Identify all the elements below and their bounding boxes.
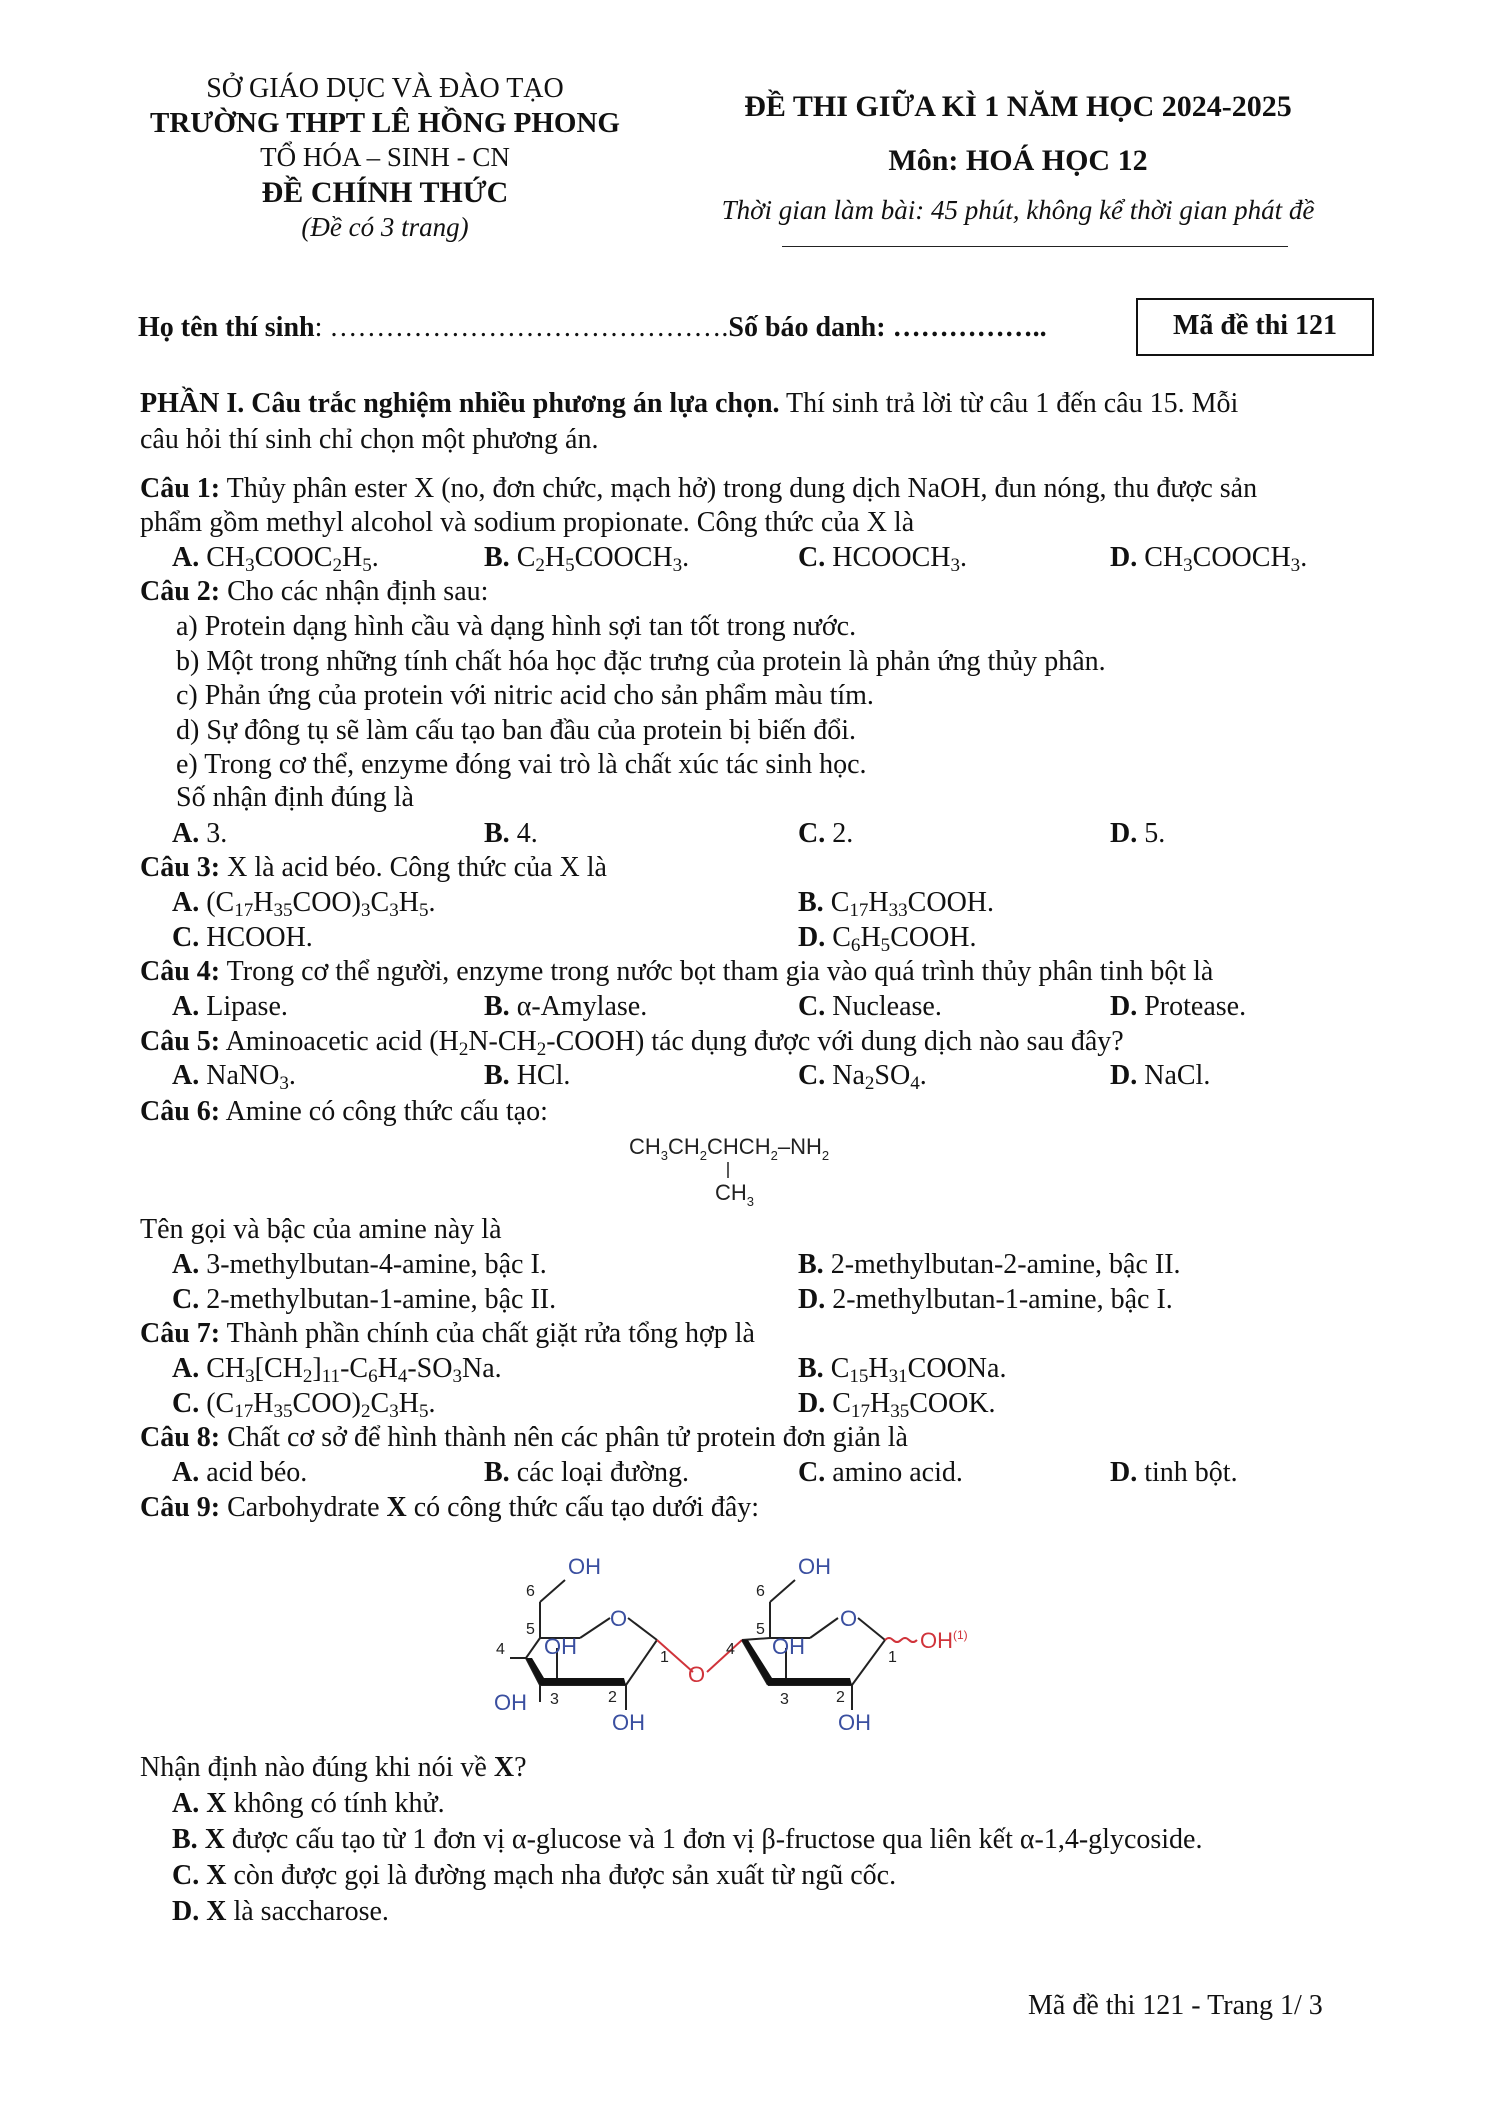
- q1-text2: phẩm gồm methyl alcohol và sodium propionate. Công thức của X là: [140, 507, 915, 538]
- q1-option-c: C. $HCOOCH_3$.: [798, 542, 967, 576]
- svg-text:O: O: [610, 1606, 628, 1631]
- q2-statement-c: c) Phản ứng của protein với nitric acid cho sản phẩm màu tím.: [176, 680, 874, 711]
- q8-label: Câu 8:: [140, 1422, 221, 1453]
- q6-option-d: D. 2-methylbutan-1-amine, bậc I.: [798, 1284, 1173, 1315]
- q6-text: Amine có công thức cấu tạo:: [220, 1096, 548, 1127]
- svg-text:1: 1: [660, 1649, 669, 1666]
- q5-label: Câu 5:: [140, 1026, 221, 1057]
- q8-stem: [140, 1422, 908, 1454]
- q1-option-b: B. $C_2H_5COOCH_3$.: [484, 542, 690, 576]
- q3-option-d: D. $C_6H_5COOH$.: [798, 922, 977, 956]
- q7-option-b: B. $C_{15}H_{31}COONa$.: [798, 1353, 1007, 1387]
- svg-text:OH: OH: [612, 1710, 645, 1735]
- q2-text: Cho các nhận định sau:: [220, 576, 489, 607]
- part1-title: PHẦN I. Câu trắc nghiệm nhiều phương án lựa chọn.: [140, 388, 780, 419]
- svg-text:2: 2: [836, 1689, 845, 1706]
- q8-option-d: D. tinh bột.: [1110, 1457, 1238, 1488]
- q7-option-c: C. $(C_{17}H_{35}COO)_2C_3H_5$.: [172, 1388, 436, 1422]
- svg-text:CH3CH2CHCH2–NH2: $CH_3CH_2CHCH_2-NH_2$: [629, 1134, 830, 1163]
- exam-title: ĐỀ THI GIỮA KÌ 1 NĂM HỌC 2024-2025: [744, 90, 1292, 123]
- q2-ask: Số nhận định đúng là: [176, 782, 414, 813]
- svg-text:OH: OH: [494, 1690, 527, 1715]
- q9-option-a: A. X không có tính khử.: [172, 1788, 445, 1819]
- svg-text:OH: OH: [568, 1554, 601, 1579]
- svg-text:OH: OH: [772, 1634, 805, 1659]
- q5-stem: Câu 5: Aminoacetic acid $(H_2N-CH_2-COOH)$ tác dụng được với dung dịch nào sau đây?: [140, 1026, 1124, 1060]
- q7-text: Thành phần chính của chất giặt rửa tổng hợp là: [220, 1318, 755, 1349]
- header-rule: [782, 246, 1288, 247]
- svg-text:O: O: [688, 1662, 706, 1687]
- q1-option-a: A. $CH_3COOC_2H_5$.: [172, 542, 379, 576]
- svg-text:OH(1): OH$^{(1)}$: [920, 1628, 968, 1653]
- svg-text:OH: OH: [798, 1554, 831, 1579]
- pages-note: (Đề có 3 trang): [301, 212, 469, 242]
- q3-option-c: C. HCOOH.: [172, 922, 313, 953]
- q9-option-d: D. X là saccharose.: [172, 1896, 389, 1927]
- q5-option-d: D. NaCl.: [1110, 1060, 1211, 1091]
- q9-label: Câu 9:: [140, 1492, 221, 1523]
- q2-statement-a: a) Protein dạng hình cầu và dạng hình sợi tan tốt trong nước.: [176, 611, 857, 642]
- q5-option-c: C. $Na_2SO_4$.: [798, 1060, 927, 1094]
- q1-option-d: D. $CH_3COOCH_3$.: [1110, 542, 1308, 576]
- q2-option-a: A. 3.: [172, 818, 228, 849]
- q6-option-a: A. 3-methylbutan-4-amine, bậc I.: [172, 1249, 547, 1280]
- q3-text: X là acid béo. Công thức của X là: [220, 852, 607, 883]
- q5-option-a: A. NaNO$_3$.: [172, 1060, 296, 1094]
- q2-stem: [140, 576, 488, 608]
- candidate-line: [138, 312, 1047, 344]
- q3-stem: [140, 852, 607, 884]
- q9-option-b: B. X được cấu tạo từ 1 đơn vị α-glucose và 1 đơn vị β-fructose qua liên kết α-1,4-glycoside.: [172, 1824, 1203, 1855]
- svg-text:3: 3: [780, 1691, 789, 1708]
- dept-name: SỞ GIÁO DỤC VÀ ĐÀO TẠO: [206, 73, 564, 104]
- svg-text:5: 5: [526, 1621, 535, 1638]
- q2-statement-b: b) Một trong những tính chất hóa học đặc trưng của protein là phản ứng thủy phân.: [176, 645, 1106, 677]
- svg-text:6: 6: [756, 1583, 765, 1600]
- q4-option-a: A. Lipase.: [172, 991, 288, 1022]
- svg-text:3: 3: [550, 1691, 559, 1708]
- q6-option-c: C. 2-methylbutan-1-amine, bậc II.: [172, 1284, 557, 1315]
- q8-option-a: A. acid béo.: [172, 1457, 308, 1488]
- q6-option-b: B. 2-methylbutan-2-amine, bậc II.: [798, 1249, 1181, 1280]
- header-right: [668, 84, 1368, 230]
- subject: Môn: HOÁ HỌC 12: [888, 144, 1148, 177]
- q8-option-c: C. amino acid.: [798, 1457, 963, 1488]
- q1-text1: Thủy phân ester X (no, đơn chức, mạch hở) trong dung dịch NaOH, đun nóng, thu được sản: [220, 473, 1258, 504]
- school-name: TRƯỜNG THPT LÊ HỒNG PHONG: [150, 107, 620, 139]
- q7-option-a: A. $CH_3[CH_2]_{11}-C_6H_4-SO_3Na$.: [172, 1353, 502, 1387]
- q4-option-c: C. Nuclease.: [798, 991, 942, 1022]
- q9-ask: Nhận định nào đúng khi nói về X?: [140, 1752, 527, 1783]
- q5-option-b: B. HCl.: [484, 1060, 571, 1091]
- q4-stem: [140, 956, 1213, 988]
- q8-text: Chất cơ sở để hình thành nên các phân tử protein đơn giản là: [220, 1422, 908, 1453]
- official-label: ĐỀ CHÍNH THỨC: [261, 176, 509, 209]
- q9-stem: Câu 9: Carbohydrate X có công thức cấu tạo dưới đây:: [140, 1492, 760, 1523]
- q2-label: Câu 2:: [140, 576, 221, 607]
- q2-statement-d: d) Sự đông tụ sẽ làm cấu tạo ban đầu của protein bị biến đổi.: [176, 714, 857, 746]
- header-left: [130, 72, 640, 244]
- svg-text:4: 4: [496, 1641, 505, 1658]
- svg-text:2: 2: [608, 1689, 617, 1706]
- part1-instr1: Thí sinh trả lời từ câu 1 đến câu 15. Mỗi: [779, 388, 1239, 419]
- id-label: Số báo danh: ……………..: [728, 312, 1047, 343]
- q3-label: Câu 3:: [140, 852, 221, 883]
- q1-label: Câu 1:: [140, 473, 221, 504]
- q6-amine-structure: [625, 1130, 865, 1210]
- q4-label: Câu 4:: [140, 956, 221, 987]
- svg-text:OH: OH: [838, 1710, 871, 1735]
- q2-option-d: D. 5.: [1110, 818, 1166, 849]
- name-dots: : …………………………………….: [314, 312, 729, 343]
- q4-option-b: B. α-Amylase.: [484, 991, 648, 1022]
- q7-label: Câu 7:: [140, 1318, 221, 1349]
- q9-option-c: C. X còn được gọi là đường mạch nha được sản xuất từ ngũ cốc.: [172, 1860, 897, 1891]
- group-name: TỔ HÓA – SINH - CN: [260, 142, 510, 172]
- q3-option-b: B. $C_{17}H_{33}COOH$.: [798, 887, 995, 921]
- time-note: Thời gian làm bài: 45 phút, không kể thời gian phát đề: [721, 195, 1315, 225]
- q2-statement-e: e) Trong cơ thể, enzyme đóng vai trò là chất xúc tác sinh học.: [176, 749, 867, 780]
- q4-text: Trong cơ thể người, enzyme trong nước bọt tham gia vào quá trình thủy phân tinh bột là: [220, 956, 1214, 987]
- svg-text:5: 5: [756, 1621, 765, 1638]
- svg-text:1: 1: [888, 1649, 897, 1666]
- q6-ask: Tên gọi và bậc của amine này là: [140, 1214, 502, 1245]
- page-footer: Mã đề thi 121 - Trang 1/ 3: [1028, 1990, 1323, 2021]
- q2-option-b: B. 4.: [484, 818, 538, 849]
- q2-option-c: C. 2.: [798, 818, 854, 849]
- svg-text:6: 6: [526, 1583, 535, 1600]
- svg-text:CH3: $CH_3$: [715, 1180, 755, 1209]
- svg-text:4: 4: [726, 1641, 735, 1658]
- q1-stem: [140, 472, 1257, 540]
- q9-maltose-structure: [480, 1530, 1020, 1750]
- q6-label: Câu 6:: [140, 1096, 221, 1127]
- part1-intro: [140, 386, 1238, 458]
- q4-option-d: D. Protease.: [1110, 991, 1247, 1022]
- q6-stem: [140, 1096, 548, 1128]
- svg-text:O: O: [840, 1606, 858, 1631]
- q2-statements: [176, 610, 1106, 783]
- svg-text:OH: OH: [544, 1634, 577, 1659]
- part1-instr2: câu hỏi thí sinh chỉ chọn một phương án.: [140, 424, 599, 455]
- q7-option-d: D. $C_{17}H_{35}COOK$.: [798, 1388, 996, 1422]
- exam-code-box: Mã đề thi 121: [1136, 298, 1374, 356]
- q7-stem: [140, 1318, 755, 1350]
- q8-option-b: B. các loại đường.: [484, 1457, 689, 1488]
- q3-option-a: A. $(C_{17}H_{35}COO)_3C_3H_5$.: [172, 887, 436, 921]
- name-label: Họ tên thí sinh: [138, 312, 315, 343]
